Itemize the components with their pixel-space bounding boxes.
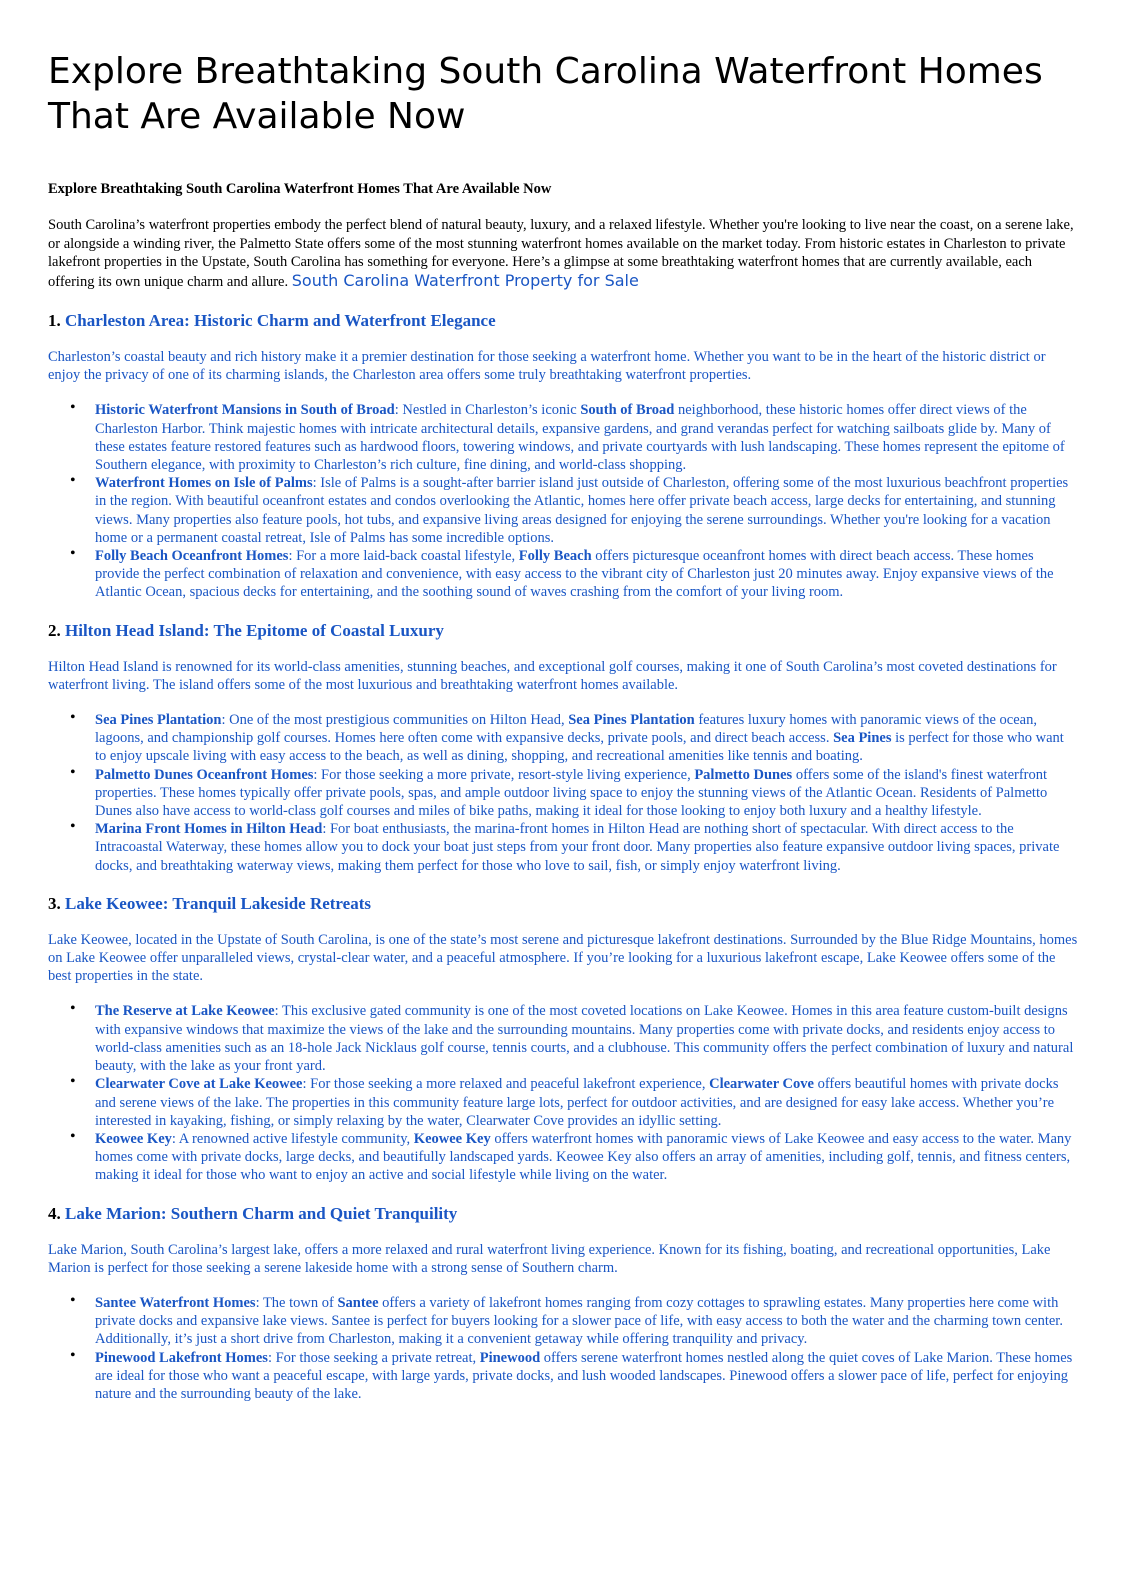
property-list-item: [70, 545, 1078, 602]
intro-text: South Carolina’s waterfront properties embody the perfect blend of natural beauty, luxury, and a relaxed lifestyle. Whether you're looking to live near the coast, on a serene lake, or alongside a winding river, the Palmetto State offers some of the most stunning waterfront homes available on the market today. From historic estates in Charleston to private lakefront properties in the Upstate, South Carolina has something for everyone. Here’s a glimpse at some breathtaking waterfront homes that are currently available, each offering its own unique charm and allure.: [48, 217, 1074, 290]
item-text: : For a more laid-back coastal lifestyle,: [288, 548, 519, 565]
property-list: [48, 1002, 1078, 1184]
section-number: 3.: [48, 893, 61, 913]
section-title: Charleston Area: Historic Charm and Waterfront Elegance: [65, 311, 496, 330]
item-heading: The Reserve at Lake Keowee: [95, 1003, 275, 1020]
bullet-icon: •: [70, 763, 76, 781]
item-heading: Historic Waterfront Mansions in South of Broad: [95, 402, 395, 419]
section-title: Hilton Head Island: The Epitome of Coastal Luxury: [65, 620, 444, 640]
bullet-icon: •: [70, 1346, 76, 1364]
item-text: offers waterfront homes with panoramic views of Lake Keowee and easy access to the water. Many homes come with private docks, large decks, and beautifully landscaped yards. Keowee Key also offers an array of amenities, including golf, tennis, and fitness centers, making it ideal for those who want to enjoy an active and social lifestyle while living on the water.: [95, 1130, 1072, 1184]
property-list: [48, 401, 1078, 601]
item-text: : For those seeking a private retreat,: [267, 1349, 480, 1366]
item-text: offers picturesque oceanfront homes with direct beach access. These homes provide the perfect combination of relaxation and convenience, with easy access to the vibrant city of Charleston just 20 minutes away. Enjoy expansive views of the Atlantic Ocean, spacious decks for entertaining, and the soothing sound of waves crashing from the comfort of your living room.: [95, 548, 1054, 601]
section-number: 2.: [48, 620, 61, 640]
property-list-item: [70, 709, 1078, 766]
item-place-name: Sea Pines Plantation: [568, 712, 695, 729]
bullet-icon: •: [70, 1127, 76, 1145]
item-place-name: Palmetto Dunes: [694, 766, 793, 783]
bullet-icon: •: [70, 399, 76, 417]
item-text: is perfect for those who want to enjoy upscale living with easy access to the beach, as well as dining, shopping, and recreational amenities like tennis and boating.: [95, 730, 1064, 765]
item-place-name: Clearwater Cove: [709, 1076, 814, 1093]
section-intro: Lake Keowee, located in the Upstate of South Carolina, is one of the state’s most serene and picturesque lakefront destinations. Surrounded by the Blue Ridge Mountains, homes on Lake Keowee offer unparalleled views, crystal-clear water, and a peaceful atmosphere. If you’re looking for a luxurious lakefront escape, Lake Keowee offers some of the best properties in the state.: [48, 931, 1078, 985]
sections-container: [48, 310, 1078, 1403]
property-list: [48, 1291, 1078, 1403]
property-list: [48, 711, 1078, 875]
item-heading: Marina Front Homes in Hilton Head: [95, 821, 323, 838]
item-place-name: Santee: [337, 1294, 379, 1311]
section-intro: Lake Marion, South Carolina’s largest lake, offers a more relaxed and rural waterfront living experience. Known for its fishing, boating, and recreational opportunities, Lake Marion is perfect for those seeking a serene lakeside home with a strong sense of Southern charm.: [48, 1241, 1051, 1276]
bullet-icon: •: [70, 818, 76, 836]
item-place-name: Keowee Key: [413, 1130, 491, 1147]
property-list-item: [70, 1127, 1078, 1185]
item-text: : For boat enthusiasts, the marina-front homes in Hilton Head are nothing short of spectacular. With direct access to the Intracoastal Waterway, these homes allow you to dock your boat just steps from your front door. Many properties also feature expansive outdoor living spaces, private docks, and breathtaking waterway views, making them perfect for those who love to sail, fish, or simply enjoy waterfront living.: [95, 821, 1060, 874]
section-heading: [48, 620, 1078, 642]
section-intro: Hilton Head Island is renowned for its world-class amenities, stunning beaches, and exceptional golf courses, making it one of South Carolina’s most coveted destinations for waterfront living. The island offers some of the most luxurious and breathtaking waterfront homes available.: [48, 658, 1057, 693]
item-heading: Pinewood Lakefront Homes: [95, 1349, 268, 1366]
property-list-item: [70, 763, 1078, 821]
section-title: Lake Keowee: Tranquil Lakeside Retreats: [65, 893, 371, 913]
item-place-name: Folly Beach: [518, 548, 592, 565]
item-text: : Isle of Palms is a sought-after barrier island just outside of Charleston, offering some of the most luxurious beachfront properties in the region. With beautiful oceanfront estates and condos overlooking the Atlantic, homes here offer private beach access, large decks for entertaining, and stunning views. Many properties also feature pools, hot tubs, and expansive living areas designed for enjoying the serene surroundings. Whether you're looking for a vacation home or a permanent coastal retreat, Isle of Palms has some incredible options.: [95, 475, 1069, 546]
item-heading: Sea Pines Plantation: [95, 712, 222, 729]
bullet-icon: •: [70, 472, 76, 490]
property-list-item: [70, 399, 1078, 474]
item-heading: Folly Beach Oceanfront Homes: [95, 548, 289, 565]
property-list-item: [70, 1000, 1078, 1075]
property-list-item: [70, 818, 1078, 875]
item-text: offers serene waterfront homes nestled along the quiet coves of Lake Marion. These homes are ideal for those who want a peaceful escape, with large yards, private docks, and lush wooded landscapes. Pinewood offers a slower pace of life, perfect for enjoying nature and the surrounding beauty of the lake.: [95, 1349, 1073, 1402]
item-text: : One of the most prestigious communities on Hilton Head,: [221, 712, 569, 729]
article-subtitle: Explore Breathtaking South Carolina Waterfront Homes That Are Available Now: [48, 181, 552, 197]
item-heading: Palmetto Dunes Oceanfront Homes: [95, 766, 314, 783]
property-list-item: [70, 1291, 1078, 1349]
item-text: : The town of: [255, 1294, 338, 1311]
bullet-icon: •: [70, 545, 76, 563]
item-text: : A renowned active lifestyle community,: [171, 1130, 414, 1147]
item-place-name: Pinewood: [479, 1349, 541, 1366]
item-text: offers beautiful homes with private docks and serene views of the lake. The properties in this community feature large lots, perfect for outdoor activities, and are designed for easy lake access. Whether you’re interested in kayaking, fishing, or simply relaxing by the water, Clearwater Cove provides an idyllic setting.: [95, 1076, 1059, 1129]
item-text: offers some of the island's finest waterfront properties. These homes typically offer private pools, spas, and ample outdoor living space to enjoy the stunning views of the Atlantic Ocean. Residents of Palmetto Dunes also have access to world-class golf courses and miles of bike paths, making it ideal for those looking to enjoy both luxury and a healthy lifestyle.: [95, 766, 1048, 820]
item-text: features luxury homes with panoramic views of the ocean, lagoons, and championship golf courses. Homes here often come with expansive decks, private pools, and direct beach access.: [95, 712, 1037, 747]
bullet-icon: •: [70, 1073, 76, 1091]
section-heading: [48, 893, 1078, 915]
section-heading: [48, 310, 1078, 332]
bullet-icon: •: [70, 709, 76, 727]
property-list-item: [70, 1346, 1078, 1404]
item-text: : For those seeking a more private, resort-style living experience,: [313, 766, 695, 783]
item-text: : Nestled in Charleston’s iconic: [394, 402, 581, 419]
section-number: 1.: [48, 311, 61, 330]
bullet-icon: •: [70, 1000, 76, 1018]
section-intro: Charleston’s coastal beauty and rich history make it a premier destination for those seeking a waterfront home. Whether you want to be in the heart of the historic district or enjoy the privacy of one of its charming islands, the Charleston area offers some truly breathtaking waterfront properties.: [48, 349, 1046, 384]
property-sale-link[interactable]: South Carolina Waterfront Property for Sale: [291, 270, 639, 290]
item-heading: Clearwater Cove at Lake Keowee: [95, 1076, 303, 1093]
item-text: : For those seeking a more relaxed and peaceful lakefront experience,: [302, 1076, 710, 1093]
intro-paragraph: [48, 216, 1078, 291]
item-place-name: South of Broad: [580, 402, 675, 419]
section-number: 4.: [48, 1203, 61, 1223]
item-heading: Santee Waterfront Homes: [95, 1294, 256, 1311]
item-text: : This exclusive gated community is one of the most coveted locations on Lake Keowee. Homes in this area feature custom-built designs with expansive windows that maximize the views of the lake and the surrounding mountains. Many properties come with private docks, and residents enjoy access to world-class amenities such as an 18-hole Jack Nicklaus golf course, tennis courts, and a clubhouse. This community offers the perfect combination of luxury and natural beauty, with the lake as your front yard.: [95, 1003, 1074, 1075]
item-heading: Waterfront Homes on Isle of Palms: [95, 475, 313, 492]
section-title: Lake Marion: Southern Charm and Quiet Tranquility: [65, 1203, 458, 1223]
page-title: Explore Breathtaking South Carolina Waterfront Homes That Are Available Now: [48, 51, 1043, 137]
section-heading: [48, 1203, 1078, 1225]
item-heading: Keowee Key: [95, 1130, 172, 1147]
item-place-name: Sea Pines: [833, 730, 892, 747]
item-text: neighborhood, these historic homes offer direct views of the Charleston Harbor. Think majestic homes with intricate architectural details, expansive gardens, and grand verandas perfect for watching sailboats glide by. Many of these estates feature restored features such as hardwood floors, towering windows, and private courtyards with lush landscaping. These homes represent the epitome of Southern elegance, with proximity to Charleston’s rich culture, fine dining, and world-class shopping.: [95, 402, 1065, 474]
property-list-item: [70, 1073, 1078, 1130]
bullet-icon: •: [70, 1291, 76, 1309]
property-list-item: [70, 472, 1078, 547]
document-body: [48, 180, 1078, 1421]
item-text: offers a variety of lakefront homes ranging from cozy cottages to sprawling estates. Many properties here come with private docks and expansive lake views. Santee is perfect for buyers looking for a slower pace of life, with easy access to both the water and the charming town center. Additionally, it’s just a short drive from Charleston, making it a convenient getaway while offering tranquility and privacy.: [95, 1294, 1063, 1348]
